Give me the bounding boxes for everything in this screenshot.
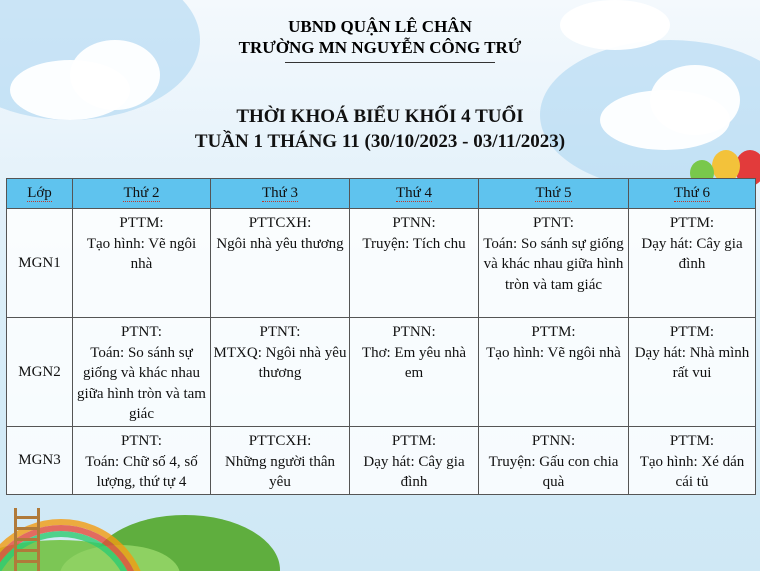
schedule-cell: PTNT: Toán: So sánh sự giống và khác nhau giữa hình tròn và tam giác — [73, 318, 211, 427]
schedule-cell: PTNT: Toán: Chữ số 4, số lượng, thứ tự 4 — [73, 427, 211, 495]
schedule-cell: PTTM: Dạy hát: Nhà mình rất vui — [629, 318, 756, 427]
school-name: TRƯỜNG MN NGUYỄN CÔNG TRỨ — [238, 38, 522, 57]
title-line-1: THỜI KHOÁ BIỂU KHỐI 4 TUỔI — [236, 106, 524, 127]
district-name: UBND QUẬN LÊ CHÂN — [288, 17, 472, 36]
schedule-cell: PTTM: Tạo hình: Vẽ ngôi nhà — [73, 209, 211, 318]
page-title — [0, 104, 760, 154]
schedule-cell: PTTM: Dạy hát: Cây gia đình — [629, 209, 756, 318]
column-header: Lớp — [7, 179, 73, 209]
header-underline — [285, 62, 495, 63]
ladder-decoration — [14, 508, 40, 571]
schedule-cell: PTTM: Dạy hát: Cây gia đình — [350, 427, 479, 495]
schedule-cell: PTNN: Truyện: Tích chu — [350, 209, 479, 318]
timetable — [6, 178, 756, 495]
table-row — [7, 209, 756, 318]
column-header: Thứ 4 — [350, 179, 479, 209]
column-header: Thứ 2 — [73, 179, 211, 209]
column-header: Thứ 5 — [479, 179, 629, 209]
column-header: Thứ 6 — [629, 179, 756, 209]
schedule-cell: PTTM: Tạo hình: Xé dán cái tủ — [629, 427, 756, 495]
schedule-cell: PTTCXH: Ngôi nhà yêu thương — [211, 209, 350, 318]
class-cell: MGN1 — [7, 209, 73, 318]
table-header-row — [7, 179, 756, 209]
table-row — [7, 427, 756, 495]
schedule-cell: PTNN: Truyện: Gấu con chia quà — [479, 427, 629, 495]
title-line-2: TUẦN 1 THÁNG 11 (30/10/2023 - 03/11/2023) — [194, 131, 566, 152]
class-cell: MGN2 — [7, 318, 73, 427]
schedule-cell: PTTM: Tạo hình: Vẽ ngôi nhà — [479, 318, 629, 427]
class-cell: MGN3 — [7, 427, 73, 495]
table-row — [7, 318, 756, 427]
schedule-cell: PTNN: Thơ: Em yêu nhà em — [350, 318, 479, 427]
schedule-cell: PTNT: MTXQ: Ngôi nhà yêu thương — [211, 318, 350, 427]
column-header: Thứ 3 — [211, 179, 350, 209]
school-header — [0, 16, 760, 58]
schedule-cell: PTTCXH: Những người thân yêu — [211, 427, 350, 495]
schedule-cell: PTNT: Toán: So sánh sự giống và khác nhau giữa hình tròn và tam giác — [479, 209, 629, 318]
